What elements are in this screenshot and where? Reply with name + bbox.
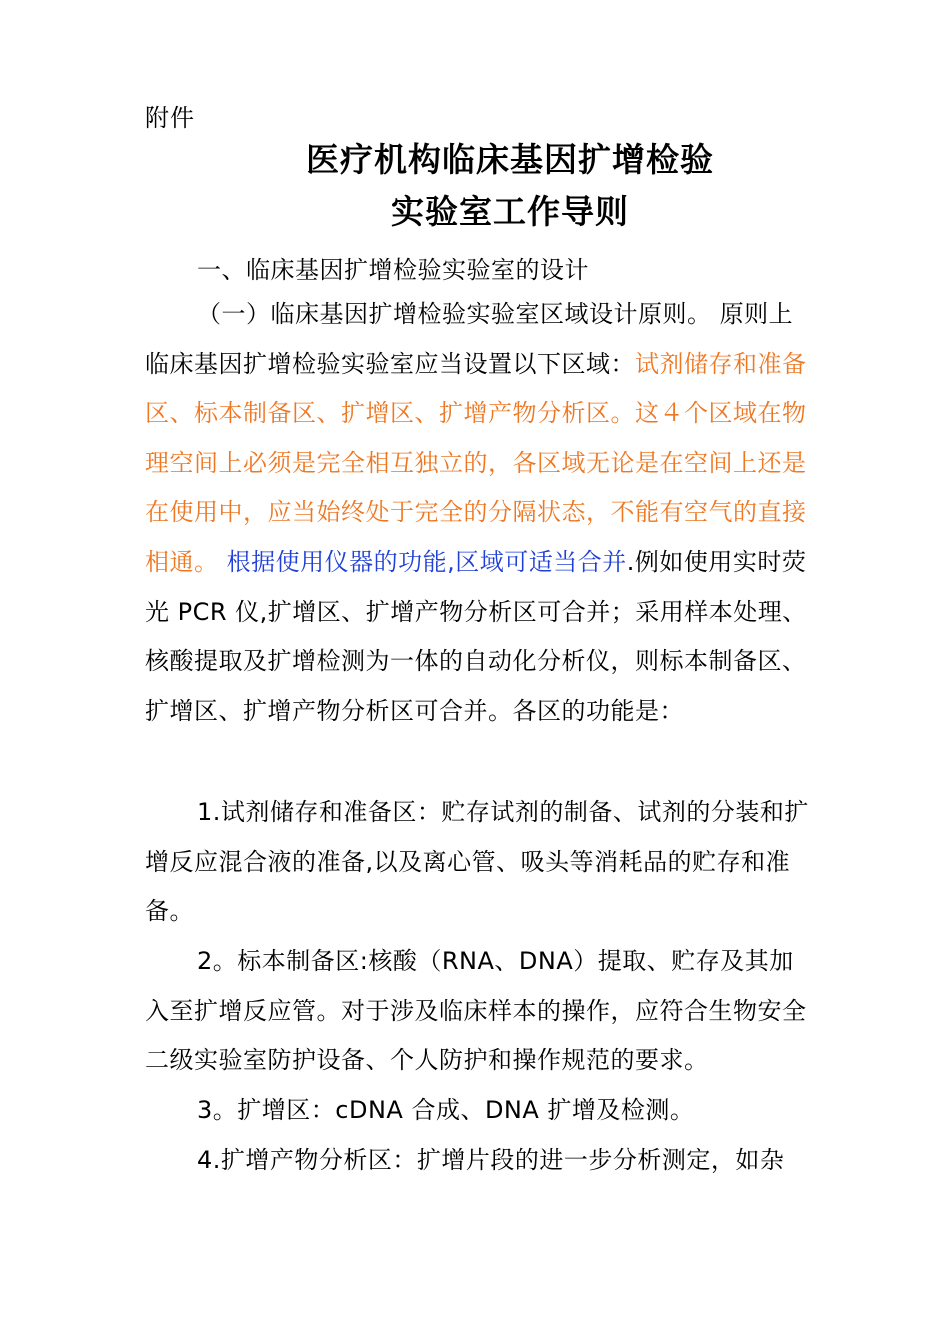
document-title-line-2: 实验室工作导则 [391, 192, 629, 231]
list-item-amplification-area: 3。扩增区：cDNA 合成、DNA 扩增及检测。 [197, 1096, 695, 1124]
list-item-product-analysis-area: 4.扩增产物分析区：扩增片段的进一步分析测定，如杂 [197, 1146, 785, 1174]
paragraph-lead-text: （一）临床基因扩增检验实验室区域设计原则。 原则上临床基因扩增检验实验室应当设置以下区域： [145, 300, 794, 378]
list-item-specimen-area: 2。标本制备区:核酸（RNA、DNA）提取、贮存及其加入至扩增反应管。对于涉及临床样本的操作，应符合生物安全二级实验室防护设备、个人防护和操作规范的要求。 [145, 947, 807, 1075]
paragraph-area-design-principle [145, 290, 813, 736]
section-1-heading: 一、临床基因扩增检验实验室的设计 [197, 256, 589, 284]
document-title-line-1: 医疗机构临床基因扩增检验 [306, 140, 714, 179]
attachment-label: 附件 [145, 104, 195, 132]
paragraph-tail-text: .例如使用实时荧光 PCR 仪,扩增区、扩增产物分析区可合并；采用样本处理、核酸提取及扩增检测为一体的自动化分析仪，则标本制备区、扩增区、扩增产物分析区可合并。各区的功能是： [145, 547, 807, 725]
list-item-reagent-area: 1.试剂储存和准备区：贮存试剂的制备、试剂的分装和扩增反应混合液的准备,以及离心管、吸头等消耗品的贮存和准备。 [145, 798, 809, 926]
highlighted-blue-text: 根据使用仪器的功能,区域可适当合并 [218, 547, 627, 576]
highlighted-orange-text: 试剂储存和准备区、标本制备区、扩增区、扩增产物分析区。这４个区域在物理空间上必须是完全相互独立的，各区域无论是在空间上还是在使用中，应当始终处于完全的分隔状态，不能有空气的直接相通。 [145, 349, 807, 576]
